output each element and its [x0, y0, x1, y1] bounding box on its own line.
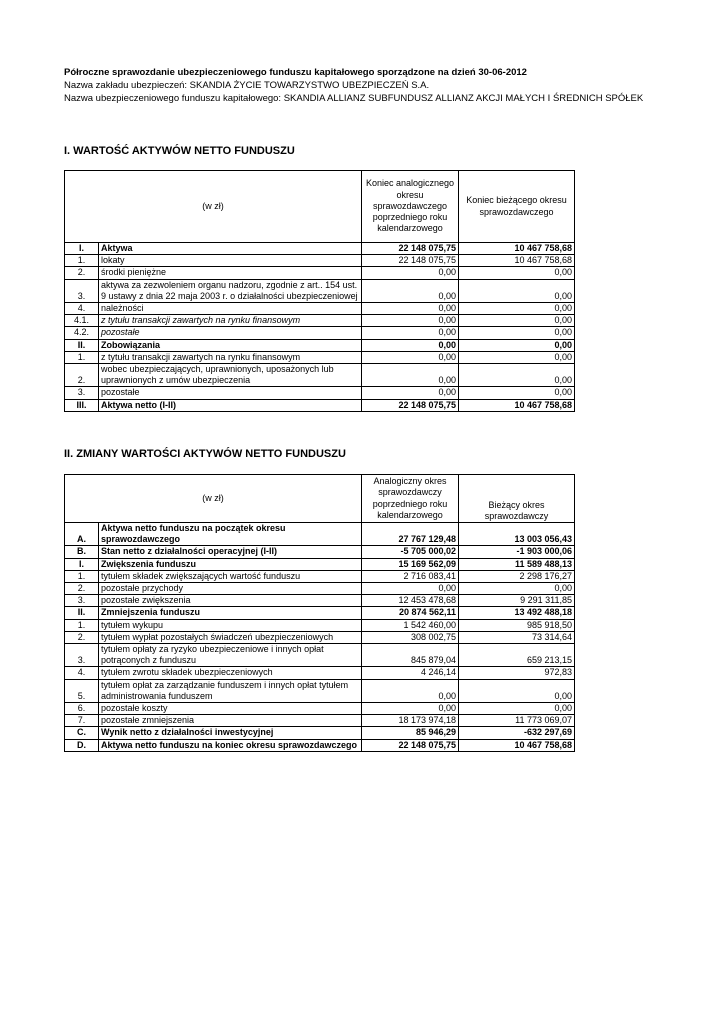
row-label: pozostałe przychody: [99, 583, 362, 595]
value-prev: 4 246,14: [362, 667, 459, 679]
row-number: 3.: [65, 595, 99, 607]
table-row: [65, 387, 575, 399]
value-prev: 1 542 460,00: [362, 619, 459, 631]
row-label: Aktywa netto (I-II): [99, 399, 362, 411]
report-title: Półroczne sprawozdanie ubezpieczeniowego funduszu kapitałowego sporządzone na dzień 30-06-2012: [64, 67, 527, 78]
table-row: [65, 667, 575, 679]
value-curr: 0,00: [459, 679, 575, 702]
value-curr: 985 918,50: [459, 619, 575, 631]
value-prev: 0,00: [362, 327, 459, 339]
row-label: Aktywa netto funduszu na początek okresu sprawozdawczego: [99, 523, 362, 546]
value-curr: 11 589 488,13: [459, 558, 575, 570]
table-row: [65, 267, 575, 279]
value-prev: 22 148 075,75: [362, 255, 459, 267]
table-header-row: [65, 171, 575, 243]
value-prev: 0,00: [362, 364, 459, 387]
value-curr: 13 492 488,18: [459, 607, 575, 619]
value-curr: 10 467 758,68: [459, 399, 575, 411]
col-prev-header: Koniec analogicznego okresu sprawozdawczego poprzedniego roku kalendarzowego: [362, 171, 459, 243]
row-label: z tytułu transakcji zawartych na rynku finansowym: [99, 315, 362, 327]
value-curr: 9 291 311,85: [459, 595, 575, 607]
unit-cell: (w zł): [65, 475, 362, 523]
value-prev: 0,00: [362, 267, 459, 279]
row-number: II.: [65, 607, 99, 619]
value-prev: 845 879,04: [362, 644, 459, 667]
row-label: Zmniejszenia funduszu: [99, 607, 362, 619]
row-label: Zwiększenia funduszu: [99, 558, 362, 570]
row-number: 1.: [65, 255, 99, 267]
value-curr: 0,00: [459, 583, 575, 595]
net-assets-changes-table: [64, 474, 575, 752]
value-curr: 11 773 069,07: [459, 715, 575, 727]
table-row: [65, 315, 575, 327]
value-curr: 73 314,64: [459, 631, 575, 643]
net-assets-table: [64, 170, 575, 412]
table-row: [65, 558, 575, 570]
value-prev: 22 148 075,75: [362, 243, 459, 255]
value-prev: 12 453 478,68: [362, 595, 459, 607]
value-prev: 15 169 562,09: [362, 558, 459, 570]
value-curr: -1 903 000,06: [459, 546, 575, 558]
row-label: pozostałe zmniejszenia: [99, 715, 362, 727]
row-number: I.: [65, 243, 99, 255]
value-curr: 2 298 176,27: [459, 570, 575, 582]
value-prev: 85 946,29: [362, 727, 459, 739]
table-row: [65, 727, 575, 739]
row-label: tytułem zwrotu składek ubezpieczeniowych: [99, 667, 362, 679]
row-number: A.: [65, 523, 99, 546]
table-row: [65, 583, 575, 595]
fund-name: Nazwa ubezpieczeniowego funduszu kapitałowego: SKANDIA ALLIANZ SUBFUNDUSZ ALLIANZ AKCJI MAŁYCH I ŚREDNICH SPÓŁEK: [64, 93, 644, 104]
table-row: [65, 703, 575, 715]
value-curr: 0,00: [459, 703, 575, 715]
row-number: I.: [65, 558, 99, 570]
row-label: pozostałe: [99, 327, 362, 339]
col-curr-header: Bieżący okres sprawozdawczy: [459, 475, 575, 523]
value-prev: -5 705 000,02: [362, 546, 459, 558]
row-label: Aktywa netto funduszu na koniec okresu sprawozdawczego: [99, 739, 362, 751]
row-label: pozostałe koszty: [99, 703, 362, 715]
value-curr: 10 467 758,68: [459, 739, 575, 751]
col-prev-header: Analogiczny okres sprawozdawczy poprzedniego roku kalendarzowego: [362, 475, 459, 523]
section2-title: II. ZMIANY WARTOŚCI AKTYWÓW NETTO FUNDUSZU: [64, 448, 346, 460]
table-row: [65, 243, 575, 255]
value-prev: 22 148 075,75: [362, 739, 459, 751]
row-number: 3.: [65, 279, 99, 302]
row-number: II.: [65, 339, 99, 351]
row-number: III.: [65, 399, 99, 411]
table-row: [65, 255, 575, 267]
row-label: Stan netto z działalności operacyjnej (I-II): [99, 546, 362, 558]
section1-title: I. WARTOŚĆ AKTYWÓW NETTO FUNDUSZU: [64, 145, 295, 157]
value-curr: 0,00: [459, 315, 575, 327]
value-prev: 0,00: [362, 303, 459, 315]
row-number: 1.: [65, 351, 99, 363]
row-number: C.: [65, 727, 99, 739]
row-label: Zobowiązania: [99, 339, 362, 351]
table-row: [65, 631, 575, 643]
row-label: należności: [99, 303, 362, 315]
table-row: [65, 607, 575, 619]
row-label: z tytułu transakcji zawartych na rynku finansowym: [99, 351, 362, 363]
table-row: [65, 364, 575, 387]
value-prev: 0,00: [362, 351, 459, 363]
table-row: [65, 739, 575, 751]
value-prev: 20 874 562,11: [362, 607, 459, 619]
row-number: B.: [65, 546, 99, 558]
row-number: 4.2.: [65, 327, 99, 339]
row-label: tytułem opłaty za ryzyko ubezpieczeniowe i innych opłat potrąconych z funduszu: [99, 644, 362, 667]
table-row: [65, 619, 575, 631]
row-label: Aktywa: [99, 243, 362, 255]
value-prev: 0,00: [362, 339, 459, 351]
row-number: D.: [65, 739, 99, 751]
row-label: pozostałe zwiększenia: [99, 595, 362, 607]
value-curr: 10 467 758,68: [459, 243, 575, 255]
value-prev: 0,00: [362, 279, 459, 302]
value-curr: 0,00: [459, 387, 575, 399]
report-header: [64, 66, 664, 105]
row-number: 4.: [65, 303, 99, 315]
row-number: 7.: [65, 715, 99, 727]
value-prev: 27 767 129,48: [362, 523, 459, 546]
table-row: [65, 351, 575, 363]
value-curr: 0,00: [459, 279, 575, 302]
value-curr: 10 467 758,68: [459, 255, 575, 267]
row-label: pozostałe: [99, 387, 362, 399]
row-label: tytułem wykupu: [99, 619, 362, 631]
table-row: [65, 644, 575, 667]
row-number: 3.: [65, 644, 99, 667]
value-curr: 0,00: [459, 303, 575, 315]
row-number: 5.: [65, 679, 99, 702]
row-label: tytułem opłat za zarządzanie funduszem i innych opłat tytułem administrowania funduszem: [99, 679, 362, 702]
row-label: Wynik netto z działalności inwestycyjnej: [99, 727, 362, 739]
value-curr: 13 003 056,43: [459, 523, 575, 546]
value-prev: 2 716 083,41: [362, 570, 459, 582]
table-row: [65, 546, 575, 558]
value-curr: 0,00: [459, 364, 575, 387]
value-prev: 22 148 075,75: [362, 399, 459, 411]
table-row: [65, 679, 575, 702]
row-label: aktywa za zezwoleniem organu nadzoru, zgodnie z art.. 154 ust. 9 ustawy z dnia 22 maja 2003 r. o działalności ubezpieczeniowej: [99, 279, 362, 302]
value-prev: 0,00: [362, 315, 459, 327]
row-label: środki pieniężne: [99, 267, 362, 279]
table-row: [65, 339, 575, 351]
value-curr: -632 297,69: [459, 727, 575, 739]
row-label: tytułem składek zwiększających wartość funduszu: [99, 570, 362, 582]
table-row: [65, 595, 575, 607]
table-row: [65, 327, 575, 339]
table-row: [65, 303, 575, 315]
row-number: 6.: [65, 703, 99, 715]
row-label: tytułem wypłat pozostałych świadczeń ubezpieczeniowych: [99, 631, 362, 643]
table-row: [65, 279, 575, 302]
value-prev: 0,00: [362, 679, 459, 702]
row-label: wobec ubezpieczających, uprawnionych, uposażonych lub uprawnionych z umów ubezpieczenia: [99, 364, 362, 387]
row-number: 2.: [65, 267, 99, 279]
row-number: 4.: [65, 667, 99, 679]
value-curr: 0,00: [459, 339, 575, 351]
value-curr: 0,00: [459, 327, 575, 339]
value-prev: 0,00: [362, 387, 459, 399]
value-curr: 0,00: [459, 267, 575, 279]
row-number: 1.: [65, 570, 99, 582]
row-number: 2.: [65, 583, 99, 595]
row-number: 4.1.: [65, 315, 99, 327]
table-row: [65, 399, 575, 411]
value-curr: 972,83: [459, 667, 575, 679]
row-label: lokaty: [99, 255, 362, 267]
value-prev: 18 173 974,18: [362, 715, 459, 727]
table-row: [65, 570, 575, 582]
value-prev: 0,00: [362, 583, 459, 595]
table-row: [65, 523, 575, 546]
value-prev: 0,00: [362, 703, 459, 715]
row-number: 1.: [65, 619, 99, 631]
row-number: 2.: [65, 364, 99, 387]
col-curr-header: Koniec bieżącego okresu sprawozdawczego: [459, 171, 575, 243]
row-number: 2.: [65, 631, 99, 643]
row-number: 3.: [65, 387, 99, 399]
unit-cell: (w zł): [65, 171, 362, 243]
table-header-row: [65, 475, 575, 523]
value-prev: 308 002,75: [362, 631, 459, 643]
value-curr: 0,00: [459, 351, 575, 363]
table-row: [65, 715, 575, 727]
value-curr: 659 213,15: [459, 644, 575, 667]
insurer-name: Nazwa zakładu ubezpieczeń: SKANDIA ŻYCIE TOWARZYSTWO UBEZPIECZEŃ S.A.: [64, 80, 430, 91]
